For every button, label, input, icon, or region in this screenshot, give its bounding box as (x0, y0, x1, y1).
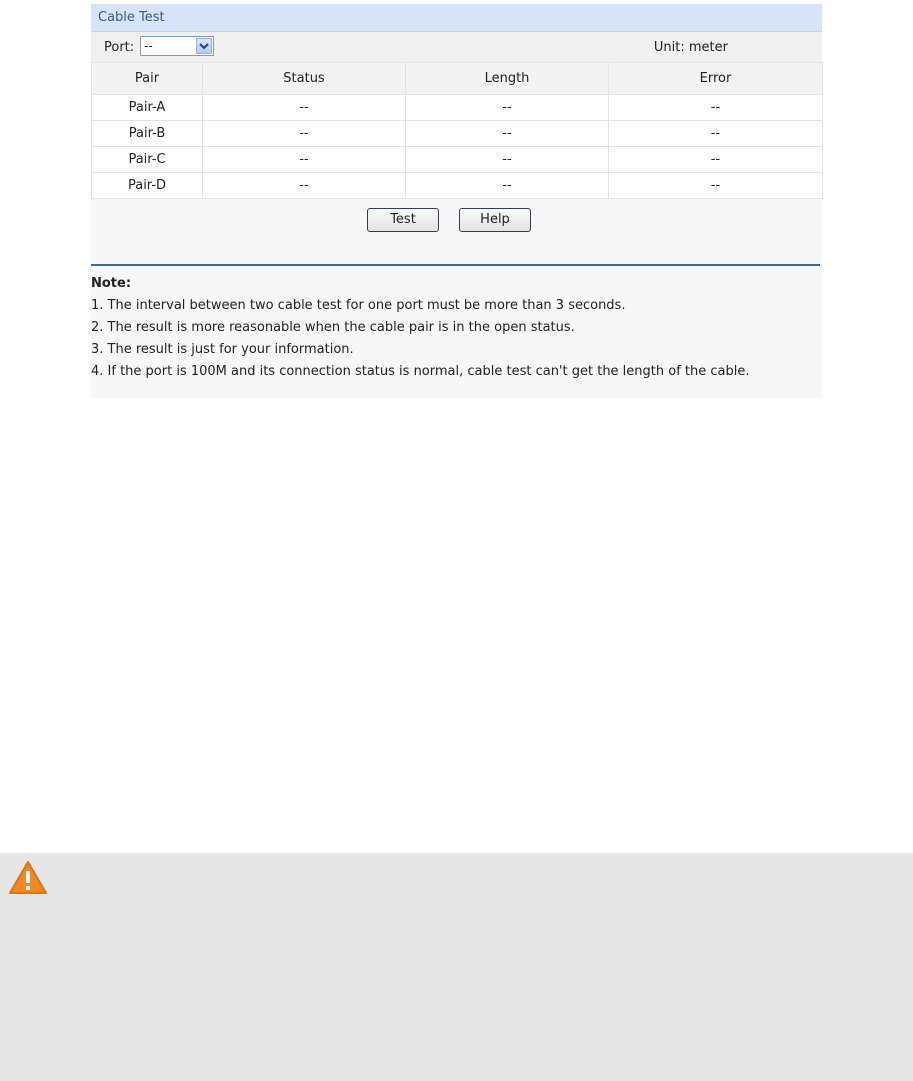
panel-title: Cable Test (91, 4, 822, 32)
length-cell: -- (406, 173, 609, 199)
help-button[interactable]: Help (459, 208, 531, 232)
length-cell: -- (406, 121, 609, 147)
table-row (92, 95, 823, 121)
pair-cell: Pair-C (92, 147, 203, 173)
status-cell: -- (203, 121, 406, 147)
unit-label: Unit: meter (653, 40, 728, 55)
note-divider (91, 264, 820, 266)
note-section (91, 264, 820, 379)
table-row (92, 121, 823, 147)
error-cell: -- (609, 95, 823, 121)
error-cell: -- (609, 147, 823, 173)
port-row (91, 32, 822, 62)
cable-test-table (91, 62, 823, 199)
length-cell: -- (406, 95, 609, 121)
pair-cell: Pair-B (92, 121, 203, 147)
note-line: 4. If the port is 100M and its connection status is normal, cable test can't get the length of the cable. (91, 364, 750, 379)
button-row (91, 199, 822, 249)
chevron-down-icon[interactable] (196, 38, 212, 54)
column-header-pair: Pair (92, 63, 203, 95)
status-cell: -- (203, 173, 406, 199)
port-select-value: -- (144, 39, 153, 53)
column-header-length: Length (406, 63, 609, 95)
column-header-error: Error (609, 63, 823, 95)
pair-cell: Pair-A (92, 95, 203, 121)
pair-cell: Pair-D (92, 173, 203, 199)
warning-icon (8, 860, 48, 896)
port-label: Port: (104, 40, 135, 55)
note-line: 2. The result is more reasonable when the cable pair is in the open status. (91, 320, 575, 335)
column-header-status: Status (203, 63, 406, 95)
table-row (92, 173, 823, 199)
test-button[interactable]: Test (367, 208, 439, 232)
port-select[interactable] (140, 36, 214, 56)
length-cell: -- (406, 147, 609, 173)
status-cell: -- (203, 147, 406, 173)
note-line: 1. The interval between two cable test for one port must be more than 3 seconds. (91, 298, 626, 313)
status-cell: -- (203, 95, 406, 121)
note-title: Note: (91, 276, 132, 291)
warning-box (0, 853, 913, 1081)
note-line: 3. The result is just for your information. (91, 342, 354, 357)
table-header-row (92, 63, 823, 95)
table-row (92, 147, 823, 173)
error-cell: -- (609, 121, 823, 147)
error-cell: -- (609, 173, 823, 199)
